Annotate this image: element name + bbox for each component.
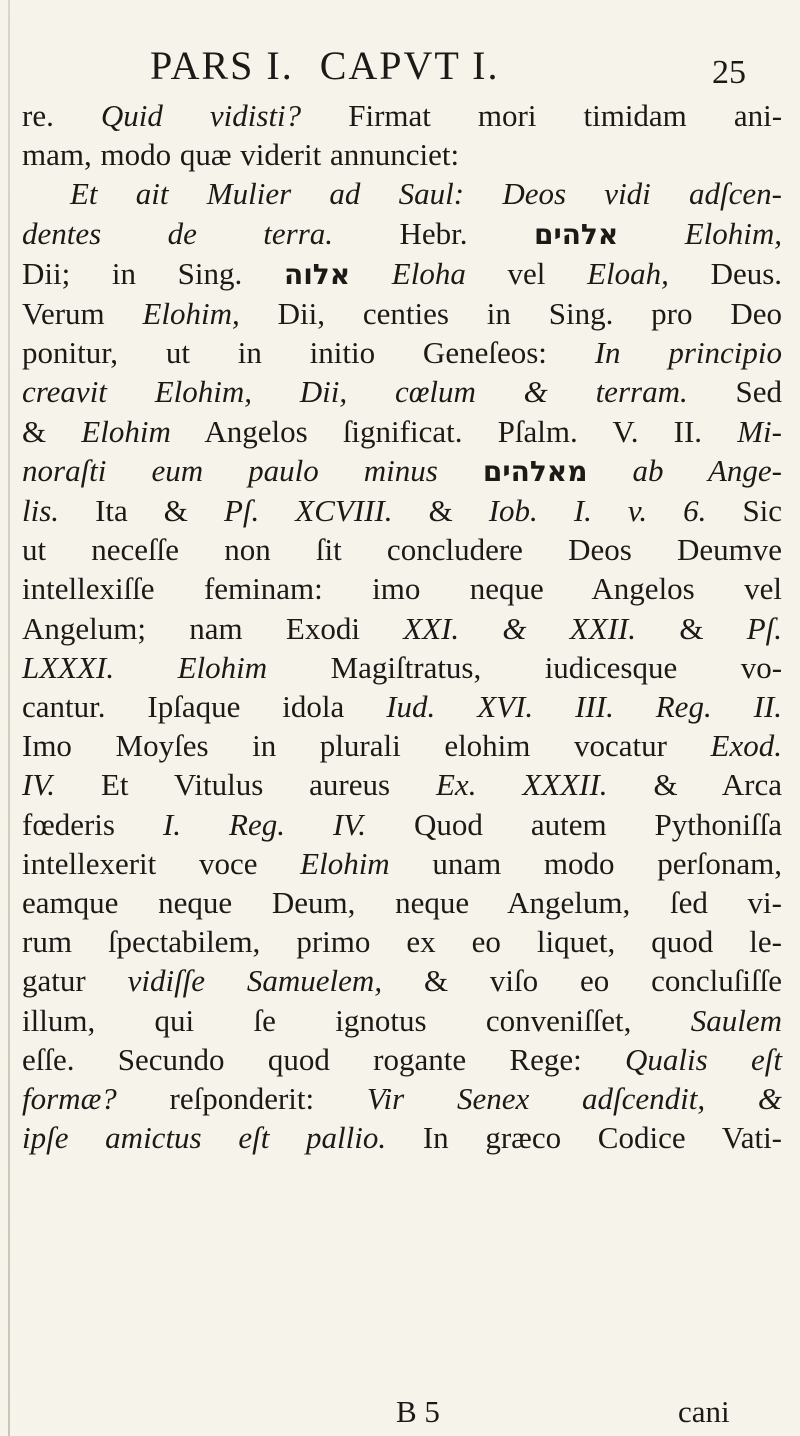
text-line-6: Verum Elohim, Dii, centies in Sing. pro Deo	[22, 296, 782, 332]
text-line-11: lis. Ita & Pſ. XCVIII. & Iob. I. v. 6. Sic	[22, 493, 783, 529]
text-line-13: intellexiſſe feminam: imo neque Angelos vel	[22, 571, 782, 607]
body-text	[22, 96, 782, 1157]
text-line-2: mam, modo quæ viderit annunciet:	[22, 137, 460, 173]
text-line-10: noraſti eum paulo minus מאלהים ab Ange-	[22, 452, 782, 488]
hebrew-word-elohim: אלהים	[533, 217, 619, 251]
page-edge	[8, 0, 10, 1436]
text-line-7: ponitur, ut in initio Geneſeos: In principio	[22, 335, 782, 371]
text-line-5: Dii; in Sing. אלוה Eloha vel Eloah, Deus.	[22, 255, 783, 291]
text-line-26: formæ? reſponderit: Vir Senex adſcendit, &	[22, 1081, 783, 1117]
page-number: 25	[712, 54, 746, 91]
text-line-15: LXXXI. Elohim Magiſtratus, iudicesque vo-	[22, 649, 783, 685]
text-line-17: Imo Moyſes in plurali elohim vocatur Exod.	[22, 728, 782, 764]
text-line-19: fœderis I. Reg. IV. Quod autem Pythoniſſa	[22, 806, 782, 842]
running-head-right: CAPVT I.	[319, 43, 500, 88]
text-line-22: rum ſpectabilem, primo ex eo liquet, quod le-	[22, 924, 782, 960]
running-head	[150, 42, 499, 89]
text-line-4: dentes de terra. Hebr. אלהים Elohim,	[22, 215, 783, 251]
signature-mark: B 5	[396, 1394, 440, 1429]
text-line-9: & Elohim Angelos ſignificat. Pſalm. V. II. Mi-	[22, 413, 782, 449]
hebrew-word-meelohim: מאלהים	[482, 454, 588, 488]
text-line-18: IV. Et Vitulus aureus Ex. XXXII. & Arca	[22, 767, 783, 803]
text-line-14: Angelum; nam Exodi XXI. & XXII. & Pſ.	[22, 610, 783, 646]
text-line-8: creavit Elohim, Dii, cœlum & terram. Sed	[22, 374, 783, 410]
text-line-16: cantur. Ipſaque idola Iud. XVI. III. Reg. II.	[22, 689, 783, 725]
text-line-27: ipſe amictus eſt pallio. In græco Codice Vati-	[22, 1120, 783, 1156]
running-head-left: PARS I.	[150, 43, 294, 88]
catchword: cani	[678, 1394, 730, 1429]
text-line-24: illum, qui ſe ignotus conveniſſet, Saulem	[22, 1002, 782, 1038]
hebrew-word-eloha: אלוה	[283, 257, 351, 291]
text-line-21: eamque neque Deum, neque Angelum, ſed vi-	[22, 885, 782, 921]
catch-line	[0, 1394, 800, 1434]
text-line-12: ut neceſſe non ſit concludere Deos Deumve	[22, 532, 782, 568]
text-line-3: Et ait Mulier ad Saul: Deos vidi adſcen-	[70, 176, 782, 212]
text-line-23: gatur vidiſſe Samuelem, & viſo eo concluſiſſe	[22, 963, 782, 999]
text-line-20: intellexerit voce Elohim unam modo perſonam,	[22, 845, 783, 881]
text-line-25: eſſe. Secundo quod rogante Rege: Qualis eſt	[22, 1041, 782, 1077]
text-line-1: re. Quid vidisti? Firmat mori timidam ani-	[22, 98, 783, 133]
